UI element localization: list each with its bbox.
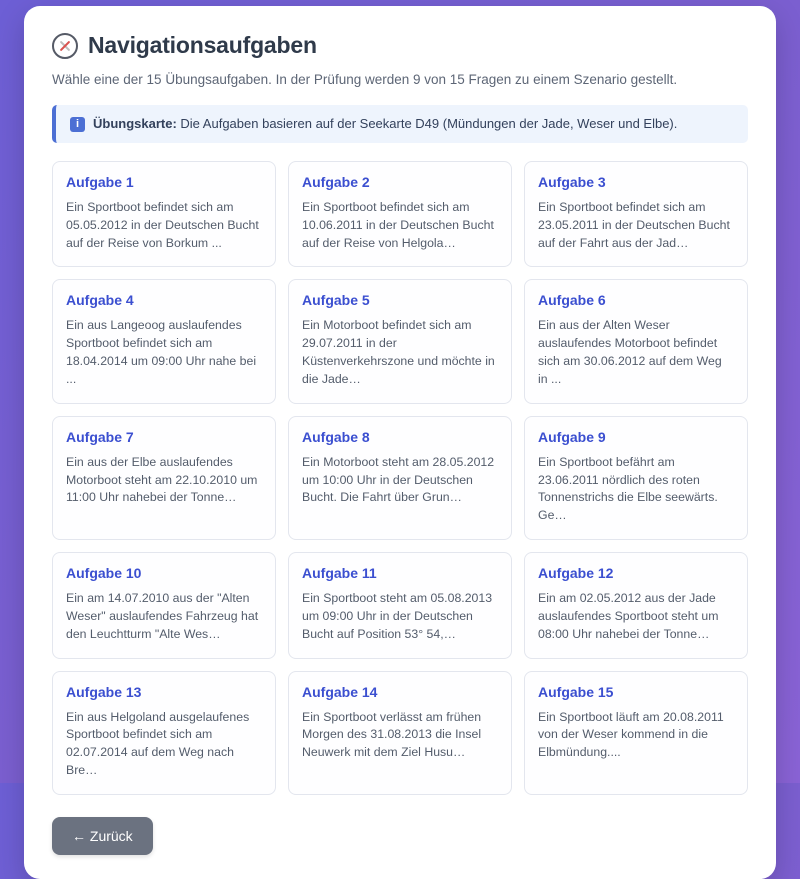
task-description: Ein aus Helgoland ausgelaufenes Sportboot befindet sich am 02.07.2014 auf dem Weg nach Bre…	[66, 709, 250, 778]
task-description: Ein Sportboot verlässt am frühen Morgen des 31.08.2013 die Insel Neuwerk mit dem Ziel Husu…	[302, 709, 482, 760]
task-title: Aufgabe 4	[66, 292, 134, 309]
task-card-3[interactable]	[524, 161, 748, 267]
task-title: Aufgabe 9	[538, 428, 606, 445]
task-title: Aufgabe 1	[66, 174, 134, 190]
task-card-12[interactable]	[524, 552, 748, 658]
task-description: Ein Sportboot befindet sich am 10.06.2011 in der Deutschen Bucht auf der Reise von Helgola…	[302, 200, 494, 250]
task-description: Ein Sportboot befindet sich am 23.05.2011 in der Deutschen Bucht auf der Fahrt aus der Jad…	[538, 200, 730, 250]
task-card-5[interactable]	[288, 279, 512, 403]
task-description: Ein Sportboot befährt am 23.06.2011 nördlich des roten Tonnenstrichs die Elbe seewärts. Ge…	[538, 454, 718, 523]
task-card-2[interactable]	[288, 161, 512, 267]
task-card-7[interactable]	[52, 416, 276, 540]
task-description: Ein aus der Alten Weser auslaufendes Motorboot befindet sich am 30.06.2012 auf dem Weg in ...	[538, 318, 722, 386]
task-card-9[interactable]	[524, 416, 748, 540]
task-card-15[interactable]	[524, 671, 748, 795]
task-title: Aufgabe 7	[66, 428, 134, 445]
task-title: Aufgabe 11	[302, 565, 377, 582]
task-description: Ein am 02.05.2012 aus der Jade auslaufendes Sportboot steht um 08:00 Uhr nahebei der Tonne…	[538, 591, 719, 641]
notice-label: Übungskarte:	[93, 116, 177, 131]
task-description: Ein Sportboot befindet sich am 05.05.2012 in der Deutschen Bucht auf der Reise von Borkum ...	[66, 200, 259, 250]
task-grid	[52, 161, 748, 795]
task-description: Ein Motorboot steht am 28.05.2012 um 10:00 Uhr in der Deutschen Bucht. Die Fahrt über Grun…	[302, 454, 495, 505]
task-title: Aufgabe 5	[302, 292, 370, 309]
page-title: Navigationsaufgaben	[88, 32, 317, 58]
notice-body: Die Aufgaben basieren auf der Seekarte D49 (Mündungen der Jade, Weser und Elbe).	[176, 116, 678, 131]
task-card-4[interactable]	[52, 279, 276, 403]
task-title: Aufgabe 12	[538, 565, 614, 582]
task-title: Aufgabe 2	[302, 174, 370, 190]
task-description: Ein Motorboot befindet sich am 29.07.2011 in der Küstenverkehrszone und möchte in die Jade…	[302, 318, 495, 386]
task-card-11[interactable]	[288, 552, 512, 658]
task-title: Aufgabe 10	[66, 565, 142, 582]
notice-text	[93, 116, 677, 131]
task-card-8[interactable]	[288, 416, 512, 540]
task-card-13[interactable]	[52, 671, 276, 795]
footer	[52, 817, 748, 855]
main-card	[24, 6, 776, 879]
task-card-6[interactable]	[524, 279, 748, 403]
task-card-14[interactable]	[288, 671, 512, 795]
task-title: Aufgabe 8	[302, 428, 370, 445]
task-description: Ein aus der Elbe auslaufendes Motorboot steht am 22.10.2010 um 11:00 Uhr nahebei der Tonne…	[66, 454, 258, 505]
task-description: Ein Sportboot läuft am 20.08.2011 von der Weser kommend in die Elbmündung....	[538, 709, 724, 760]
task-title: Aufgabe 13	[66, 683, 142, 700]
task-title: Aufgabe 6	[538, 292, 606, 309]
info-icon: i	[70, 117, 85, 132]
page-header	[52, 32, 748, 59]
practice-chart-notice	[52, 105, 748, 143]
compass-icon	[52, 33, 78, 59]
task-title: Aufgabe 14	[302, 683, 378, 700]
task-description: Ein Sportboot steht am 05.08.2013 um 09:00 Uhr in der Deutschen Bucht auf Position 53° 54,…	[302, 591, 493, 641]
page-subtitle: Wähle eine der 15 Übungsaufgaben. In der Prüfung werden 9 von 15 Fragen zu einem Szenario gestellt.	[52, 72, 678, 87]
task-title: Aufgabe 15	[538, 683, 614, 700]
task-title: Aufgabe 3	[538, 174, 606, 190]
task-card-1[interactable]	[52, 161, 276, 267]
task-description: Ein am 14.07.2010 aus der "Alten Weser" auslaufendes Fahrzeug hat den Leuchtturm "Alte Wes…	[66, 591, 259, 641]
task-card-10[interactable]	[52, 552, 276, 658]
task-description: Ein aus Langeoog auslaufendes Sportboot befindet sich am 18.04.2014 um 09:00 Uhr nahe bei ...	[66, 318, 257, 386]
back-button[interactable]: ← Zurück	[52, 817, 153, 855]
